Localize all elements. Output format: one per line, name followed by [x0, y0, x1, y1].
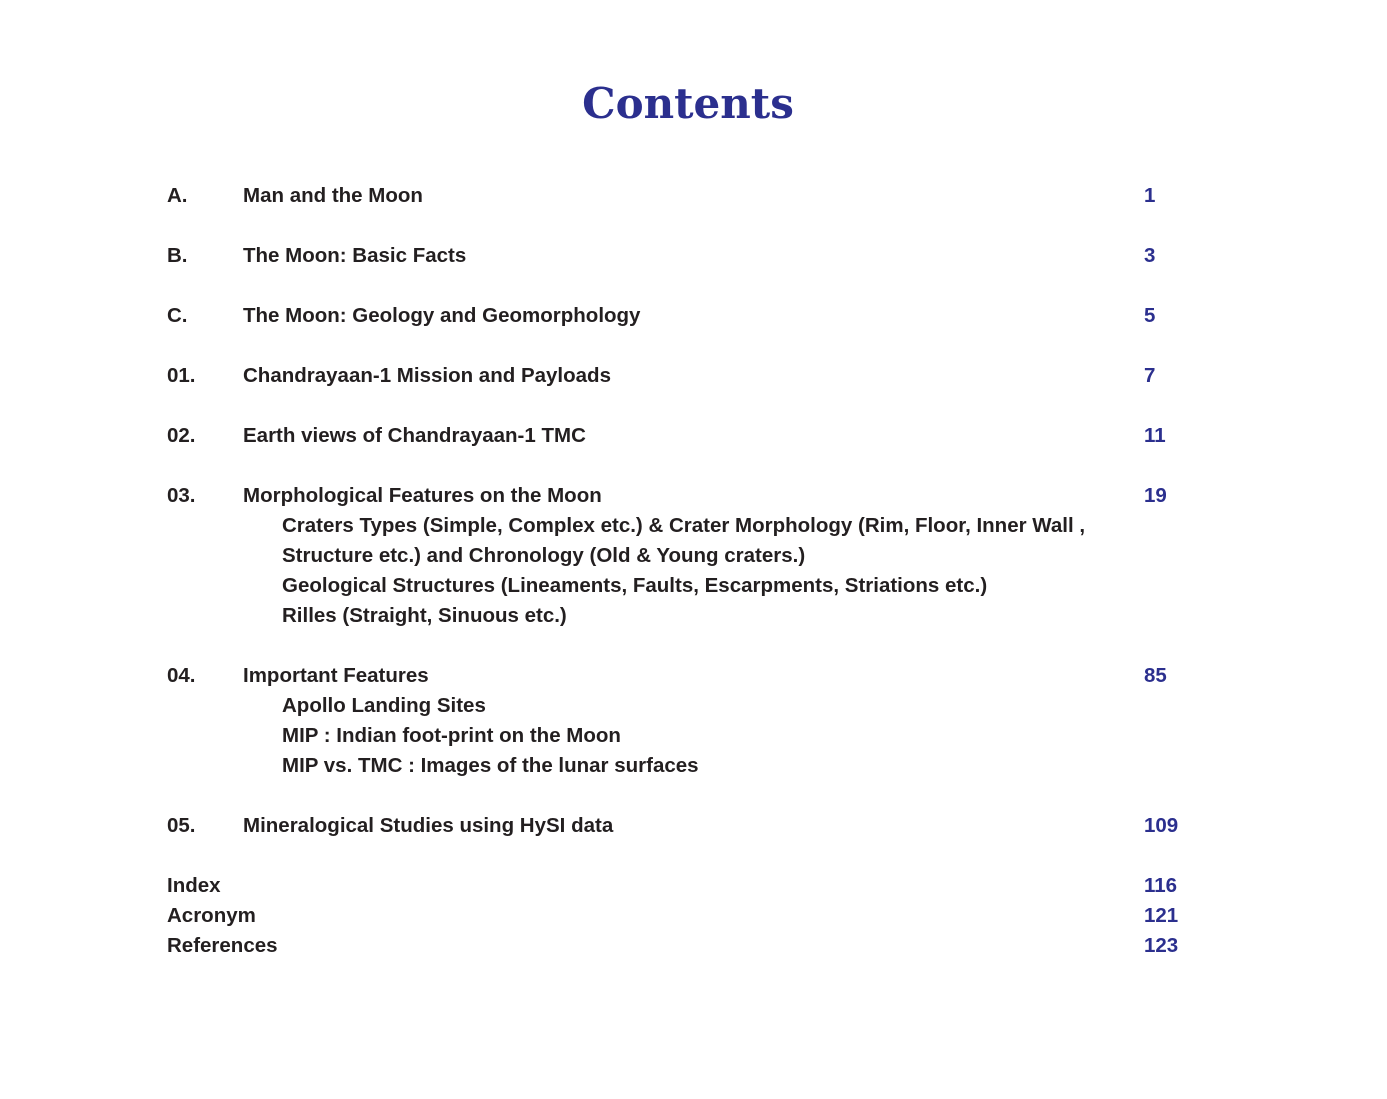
toc-entry-05[interactable] — [167, 811, 1227, 841]
entry-title: The Moon: Geology and Geomorphology — [243, 304, 641, 327]
toc-entry-a[interactable] — [167, 181, 1227, 211]
entry-number: A. — [167, 184, 188, 207]
entry-title: References — [167, 934, 278, 957]
entry-number: 05. — [167, 814, 196, 837]
entry-page-number: 3 — [1144, 244, 1156, 267]
toc-entry-references[interactable] — [167, 931, 1227, 961]
sub-entry: Geological Structures (Lineaments, Faults, Escarpments, Striations etc.) — [282, 574, 988, 597]
page-title: Contents — [582, 79, 794, 128]
entry-number: 03. — [167, 484, 196, 507]
entry-title: Index — [167, 874, 221, 897]
entry-title: Important Features — [243, 664, 429, 687]
entry-number: 01. — [167, 364, 196, 387]
entry-title: Earth views of Chandrayaan-1 TMC — [243, 424, 586, 447]
toc-entry-c[interactable] — [167, 301, 1227, 331]
entry-page-number: 109 — [1144, 814, 1179, 837]
sub-entry: MIP vs. TMC : Images of the lunar surfaces — [282, 754, 699, 777]
entry-number: C. — [167, 304, 188, 327]
toc-entry-02[interactable] — [167, 421, 1227, 451]
entry-page-number: 11 — [1144, 424, 1166, 447]
sub-entry: Craters Types (Simple, Complex etc.) & Crater Morphology (Rim, Floor, Inner Wall , — [282, 514, 1086, 537]
entry-page-number: 116 — [1144, 874, 1178, 897]
entry-number: 02. — [167, 424, 196, 447]
sub-entry: MIP : Indian foot-print on the Moon — [282, 724, 621, 747]
entry-number: B. — [167, 244, 188, 267]
toc-entry-b[interactable] — [167, 241, 1227, 271]
entry-title: Mineralogical Studies using HySI data — [243, 814, 614, 837]
toc-entry-03[interactable] — [167, 481, 1227, 631]
entry-page-number: 121 — [1144, 904, 1179, 927]
toc-entry-index[interactable] — [167, 871, 1227, 901]
sub-entry: Rilles (Straight, Sinuous etc.) — [282, 604, 567, 627]
entry-page-number: 5 — [1144, 304, 1156, 327]
entry-page-number: 85 — [1144, 664, 1167, 687]
entry-title: The Moon: Basic Facts — [243, 244, 467, 267]
sub-entry: Structure etc.) and Chronology (Old & Young craters.) — [282, 544, 806, 567]
entry-number: 04. — [167, 664, 196, 687]
toc-entry-01[interactable] — [167, 361, 1227, 391]
entry-page-number: 123 — [1144, 934, 1179, 957]
entry-title: Man and the Moon — [243, 184, 423, 207]
entry-page-number: 1 — [1144, 184, 1156, 207]
entry-title: Acronym — [167, 904, 256, 927]
table-of-contents — [167, 181, 1227, 961]
toc-entry-04[interactable] — [167, 661, 1227, 781]
entry-title: Morphological Features on the Moon — [243, 484, 602, 507]
sub-entry: Apollo Landing Sites — [282, 694, 486, 717]
entry-title: Chandrayaan-1 Mission and Payloads — [243, 364, 611, 387]
entry-page-number: 19 — [1144, 484, 1167, 507]
entry-page-number: 7 — [1144, 364, 1156, 387]
toc-entry-acronym[interactable] — [167, 901, 1227, 931]
